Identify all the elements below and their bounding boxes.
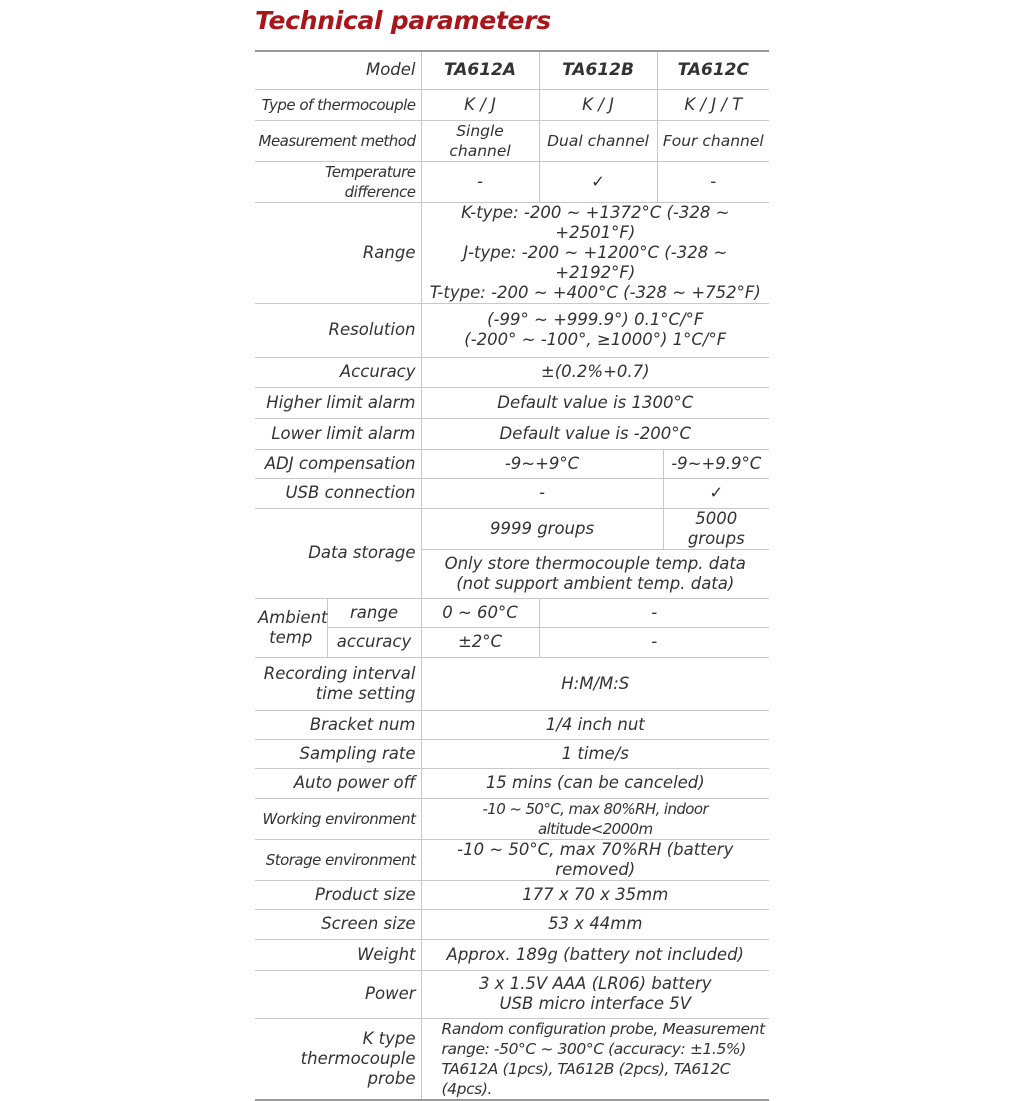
cell-value: K / J: [539, 89, 657, 120]
row-label: USB connection: [255, 478, 421, 508]
power-line: USB micro interface 5V: [499, 994, 692, 1013]
power-values: [421, 970, 769, 1018]
table-row: [255, 598, 769, 627]
range-values: [421, 202, 769, 303]
table-row: [255, 120, 769, 161]
cell-value: 53 x 44mm: [421, 909, 769, 939]
table-row: [255, 880, 769, 909]
probe-line: TA612A (1pcs), TA612B (2pcs), TA612C (4pcs).: [441, 1059, 731, 1098]
table-row: [255, 710, 769, 739]
cell-value: 1 time/s: [421, 739, 769, 768]
cell-value: 0 ~ 60°C: [421, 598, 539, 627]
cell-value: -: [539, 598, 769, 627]
cell-value: K / J / T: [657, 89, 769, 120]
table-row: [255, 418, 769, 449]
row-label: Weight: [255, 939, 421, 970]
power-line: 3 x 1.5V AAA (LR06) battery: [478, 974, 712, 993]
spec-table: [255, 50, 769, 1101]
cell-value: Four channel: [657, 120, 769, 161]
row-label-line: time setting: [315, 683, 416, 703]
row-label: Lower limit alarm: [255, 418, 421, 449]
row-label: range: [327, 598, 421, 627]
table-row: [255, 657, 769, 710]
table-row: [255, 768, 769, 798]
row-label: Accuracy: [255, 357, 421, 387]
row-label: Product size: [255, 880, 421, 909]
cell-value: Default value is -200°C: [421, 418, 769, 449]
cell-value: -9~+9°C: [421, 449, 663, 478]
table-row: [255, 1018, 769, 1100]
cell-value: Default value is 1300°C: [421, 387, 769, 418]
model-ta612a: TA612A: [421, 51, 539, 89]
table-row: [255, 508, 769, 549]
table-row: [255, 449, 769, 478]
ambient-label: [255, 598, 327, 657]
row-label: Storage environment: [255, 839, 421, 880]
cell-value: 1/4 inch nut: [421, 710, 769, 739]
table-row: [255, 478, 769, 508]
table-row: [255, 357, 769, 387]
row-label: Bracket num: [255, 710, 421, 739]
table-row: [255, 970, 769, 1018]
table-row: [255, 303, 769, 357]
row-label-line: thermocouple: [300, 1048, 416, 1068]
check-icon: ✓: [663, 478, 769, 508]
cell-value: Single channel: [421, 120, 539, 161]
row-label: Auto power off: [255, 768, 421, 798]
row-label: Temperature difference: [255, 161, 421, 202]
row-label: ADJ compensation: [255, 449, 421, 478]
cell-value: -: [539, 627, 769, 657]
resolution-line: (-200° ~ -100°, ≥1000°) 1°C/°F: [464, 330, 727, 349]
table-row: [255, 387, 769, 418]
cell-value: K / J: [421, 89, 539, 120]
cell-value: -: [657, 161, 769, 202]
cell-value: ±2°C: [421, 627, 539, 657]
range-line: K-type: -200 ~ +1372°C (-328 ~ +2501°F): [461, 202, 730, 242]
cell-value: ±(0.2%+0.7): [421, 357, 769, 387]
row-label-line: Recording interval: [263, 663, 416, 683]
table-row: [255, 909, 769, 939]
cell-value: Approx. 189g (battery not included): [421, 939, 769, 970]
row-label: Sampling rate: [255, 739, 421, 768]
row-label-line: probe: [367, 1068, 416, 1088]
model-ta612c: TA612C: [657, 51, 769, 89]
row-label: [255, 657, 421, 710]
row-label: Power: [255, 970, 421, 1018]
table-row: [255, 51, 769, 89]
row-label: Model: [255, 51, 421, 89]
ambient-label-line: temp: [269, 627, 313, 647]
cell-value: Dual channel: [539, 120, 657, 161]
cell-value: 15 mins (can be canceled): [421, 768, 769, 798]
row-label: Higher limit alarm: [255, 387, 421, 418]
table-row: [255, 89, 769, 120]
row-label: accuracy: [327, 627, 421, 657]
check-icon: ✓: [539, 161, 657, 202]
page-title: Technical parameters: [255, 6, 551, 35]
table-row: [255, 939, 769, 970]
table-row: [255, 627, 769, 657]
table-row: [255, 202, 769, 303]
range-line: J-type: -200 ~ +1200°C (-328 ~ +2192°F): [463, 242, 728, 282]
row-label: Working environment: [255, 798, 421, 839]
table-row: [255, 839, 769, 880]
probe-values: [421, 1018, 769, 1100]
cell-value: -9~+9.9°C: [663, 449, 769, 478]
ambient-label-line: Ambient: [258, 607, 328, 627]
cell-value: -10 ~ 50°C, max 80%RH, indoor altitude<2000m: [421, 798, 769, 839]
storage-note-line: (not support ambient temp. data): [456, 573, 735, 593]
resolution-values: [421, 303, 769, 357]
row-label: Data storage: [255, 508, 421, 598]
row-label: Measurement method: [255, 120, 421, 161]
range-line: T-type: -200 ~ +400°C (-328 ~ +752°F): [429, 282, 761, 302]
row-label: [255, 1018, 421, 1100]
table-row: [255, 161, 769, 202]
row-label: Resolution: [255, 303, 421, 357]
table-row: [255, 739, 769, 768]
storage-note: [421, 549, 769, 598]
row-label: Range: [255, 202, 421, 303]
probe-line: Random configuration probe, Measurement: [441, 1019, 765, 1038]
resolution-line: (-99° ~ +999.9°) 0.1°C/°F: [487, 310, 704, 329]
row-label-line: K type: [362, 1028, 416, 1048]
row-label: Screen size: [255, 909, 421, 939]
probe-line: range: -50°C ~ 300°C (accuracy: ±1.5%): [441, 1039, 746, 1058]
model-ta612b: TA612B: [539, 51, 657, 89]
cell-value: 177 x 70 x 35mm: [421, 880, 769, 909]
cell-value: -10 ~ 50°C, max 70%RH (battery removed): [421, 839, 769, 880]
cell-value: -: [421, 161, 539, 202]
cell-value: H:M/M:S: [421, 657, 769, 710]
cell-value: -: [421, 478, 663, 508]
table-row: [255, 798, 769, 839]
cell-value: 5000 groups: [663, 508, 769, 549]
storage-note-line: Only store thermocouple temp. data: [444, 553, 746, 573]
cell-value: 9999 groups: [421, 508, 663, 549]
row-label: Type of thermocouple: [255, 89, 421, 120]
